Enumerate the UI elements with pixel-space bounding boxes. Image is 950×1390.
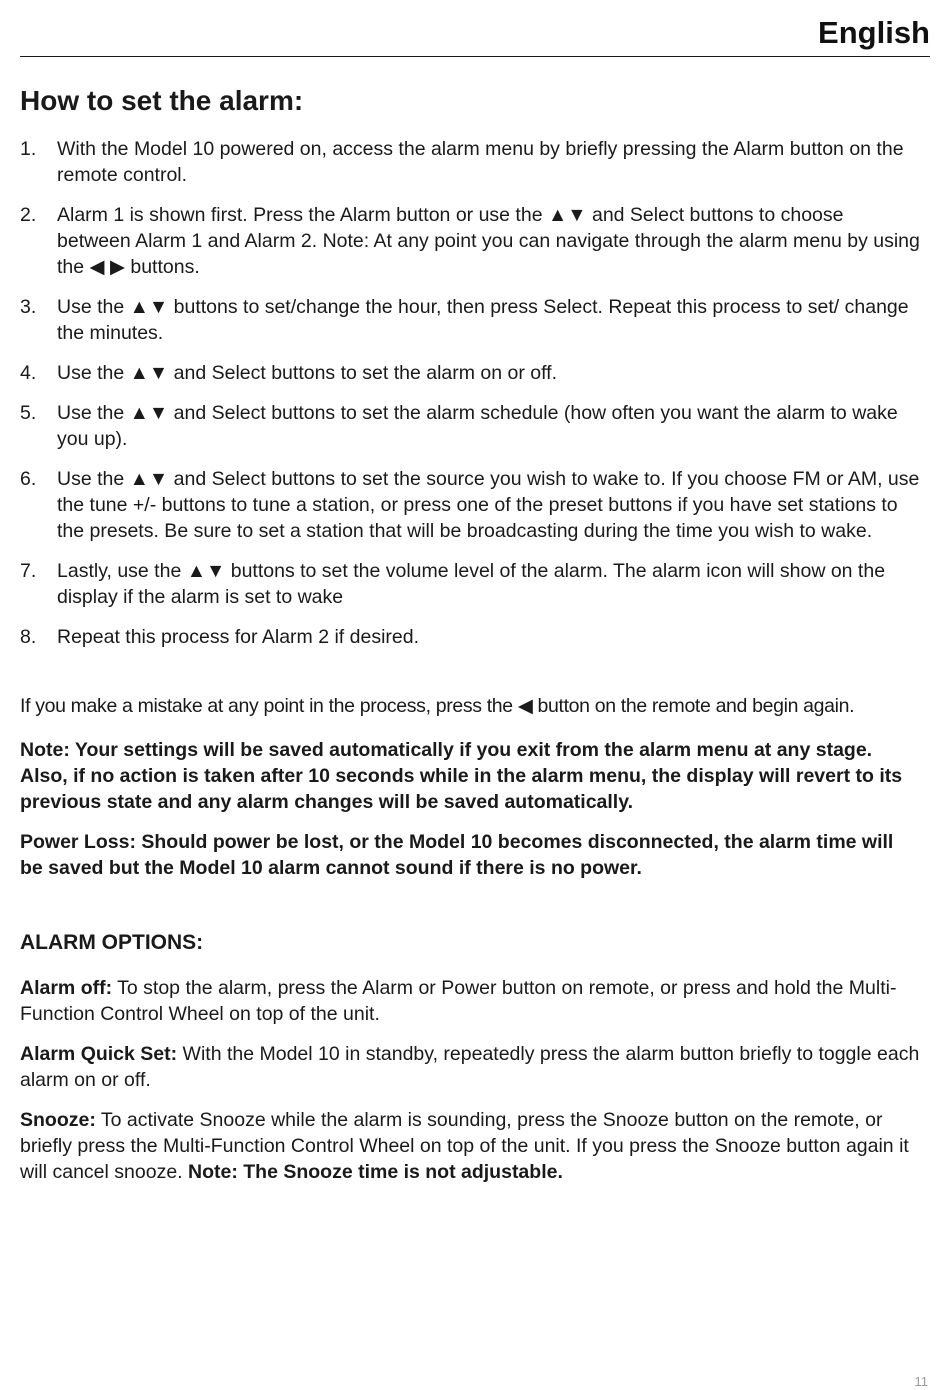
list-item <box>20 294 920 346</box>
step-number: 5. <box>20 402 37 424</box>
step-text: Use the ▲▼ and Select buttons to set the source you wish to wake to. If you choose FM or AM, use the tune +/- buttons to tune a station, or press one of the preset buttons if you have set stations to the presets. Be sure to set a station that will be broadcasting during the time you wish to wake. <box>57 468 920 542</box>
step-number: 6. <box>20 468 37 490</box>
step-text: Use the ▲▼ buttons to set/change the hour, then press Select. Repeat this process to set/ change the minutes. <box>57 296 909 344</box>
step-number: 3. <box>20 296 37 318</box>
alarm-options-title: ALARM OPTIONS: <box>20 931 204 954</box>
list-item <box>20 360 920 386</box>
step-text: Use the ▲▼ and Select buttons to set the alarm schedule (how often you want the alarm to wake you up). <box>57 402 898 450</box>
option-alarm-quick-set <box>20 1041 920 1093</box>
alarm-steps-list <box>20 136 920 664</box>
step-number: 2. <box>20 204 37 226</box>
list-item <box>20 624 920 650</box>
option-label: Alarm Quick Set: <box>20 1043 178 1065</box>
option-text: To activate Snooze while the alarm is sounding, press the Snooze button on the remote, or briefly press the Multi-Function Control Wheel on top of the unit. If you press the Snooze button again it will cancel snooze. <box>20 1109 909 1183</box>
option-label: Snooze: <box>20 1109 96 1131</box>
page-header <box>20 0 930 57</box>
step-number: 1. <box>20 138 37 160</box>
step-number: 4. <box>20 362 37 384</box>
option-snooze <box>20 1107 920 1185</box>
section-title: How to set the alarm: <box>20 85 304 116</box>
option-alarm-off <box>20 975 920 1027</box>
step-text: Alarm 1 is shown first. Press the Alarm button or use the ▲▼ and Select buttons to choose between Alarm 1 and Alarm 2. Note: At any point you can navigate through the alarm menu by using the ◀ ▶ buttons. <box>57 204 920 278</box>
power-loss-paragraph: Power Loss: Should power be lost, or the Model 10 becomes disconnected, the alarm time will be saved but the Model 10 alarm cannot sound if there is no power. <box>20 831 894 879</box>
list-item <box>20 136 920 188</box>
list-item <box>20 202 920 280</box>
mistake-paragraph: If you make a mistake at any point in the process, press the ◀ button on the remote and begin again. <box>20 695 855 717</box>
snooze-note: Note: The Snooze time is not adjustable. <box>188 1161 563 1183</box>
language-label: English <box>818 15 930 50</box>
option-text: With the Model 10 in standby, repeatedly press the alarm button briefly to toggle each alarm on or off. <box>20 1043 920 1091</box>
step-number: 8. <box>20 626 37 648</box>
step-text: With the Model 10 powered on, access the alarm menu by briefly pressing the Alarm button on the remote control. <box>57 138 904 186</box>
list-item <box>20 558 920 610</box>
page-number: 11 <box>914 1374 928 1389</box>
option-text: To stop the alarm, press the Alarm or Power button on remote, or press and hold the Multi-Function Control Wheel on top of the unit. <box>20 977 897 1025</box>
list-item <box>20 400 920 452</box>
step-text: Repeat this process for Alarm 2 if desired. <box>57 626 419 648</box>
step-number: 7. <box>20 560 37 582</box>
step-text: Lastly, use the ▲▼ buttons to set the volume level of the alarm. The alarm icon will show on the display if the alarm is set to wake <box>57 560 886 608</box>
option-label: Alarm off: <box>20 977 113 999</box>
note-paragraph: Note: Your settings will be saved automatically if you exit from the alarm menu at any stage. Also, if no action is taken after 10 seconds while in the alarm menu, the display will revert to its previous state and any alarm changes will be saved automatically. <box>20 739 903 813</box>
step-text: Use the ▲▼ and Select buttons to set the alarm on or off. <box>57 362 558 384</box>
list-item <box>20 466 920 544</box>
